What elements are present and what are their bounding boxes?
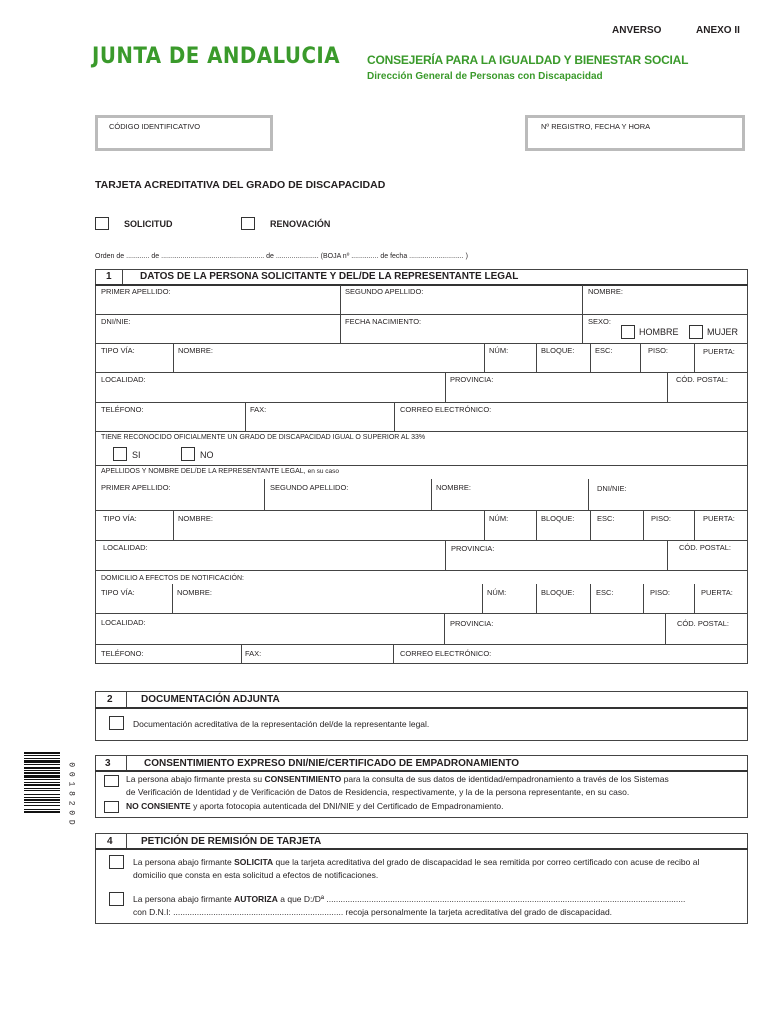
autoriza-line-2: con D.N.I: ........................................................................ recoja personalmente la tarjeta acreditativa del grado de discapacidad. bbox=[133, 907, 613, 917]
section-3-title: CONSENTIMIENTO EXPRESO DNI/NIE/CERTIFICADO DE EMPADRONAMIENTO bbox=[144, 758, 520, 769]
barcode-bar bbox=[24, 790, 60, 791]
rep-cod-postal-label: CÓD. POSTAL: bbox=[679, 543, 731, 552]
junta-logo: JUNTA DE ANDALUCIA bbox=[92, 44, 341, 69]
dom-esc-label: ESC: bbox=[596, 588, 614, 597]
dom-num-label: NÚM: bbox=[487, 588, 507, 597]
section-2-title: DOCUMENTACIÓN ADJUNTA bbox=[141, 694, 280, 705]
barcode-bar bbox=[24, 758, 60, 759]
dni-label: DNI/NIE: bbox=[101, 317, 131, 326]
barcode-bar bbox=[24, 788, 60, 789]
renovacion-label: RENOVACIÓN bbox=[270, 219, 331, 229]
barcode-bar bbox=[24, 767, 60, 769]
mujer-checkbox[interactable] bbox=[689, 325, 703, 339]
segundo-apellido-label: SEGUNDO APELLIDO: bbox=[345, 287, 424, 296]
consentimiento-line-1 bbox=[126, 773, 669, 786]
num-label: NÚM: bbox=[489, 346, 509, 355]
barcode-bar bbox=[24, 782, 60, 783]
si-checkbox[interactable] bbox=[113, 447, 127, 461]
barcode-bar bbox=[24, 760, 60, 763]
dom-correo-label: CORREO ELECTRÓNICO: bbox=[400, 649, 492, 658]
direccion-general: Dirección General de Personas con Discapacidad bbox=[367, 71, 603, 82]
barcode-bar bbox=[24, 802, 60, 803]
solicita-line-1 bbox=[133, 856, 699, 869]
autoriza-text-a: La persona abajo firmante bbox=[133, 894, 235, 904]
rep-localidad-label: LOCALIDAD: bbox=[103, 543, 148, 552]
section-2-number: 2 bbox=[107, 694, 113, 705]
autoriza-text-c: a que D:/Dª ........................................................................................................................................................ bbox=[277, 894, 686, 904]
provincia-label: PROVINCIA: bbox=[450, 375, 494, 384]
barcode-bar bbox=[24, 775, 60, 778]
cons-text-a: La persona abajo firmante presta su bbox=[126, 774, 265, 784]
hombre-checkbox[interactable] bbox=[621, 325, 635, 339]
telefono-label: TELÉFONO: bbox=[101, 405, 144, 414]
no-checkbox[interactable] bbox=[181, 447, 195, 461]
esc-label: ESC: bbox=[595, 346, 613, 355]
dom-puerta-label: PUERTA: bbox=[701, 588, 733, 597]
section-4-title: PETICIÓN DE REMISIÓN DE TARJETA bbox=[141, 836, 322, 847]
barcode-bar bbox=[24, 805, 60, 806]
rep-dni-label: DNI/NIE: bbox=[597, 484, 627, 493]
rep-tipo-via-label: TIPO VÍA: bbox=[103, 514, 137, 523]
dom-localidad-label: LOCALIDAD: bbox=[101, 618, 146, 627]
barcode-bar bbox=[24, 770, 60, 771]
solicita-text-a: La persona abajo firmante bbox=[133, 857, 235, 867]
registro-box bbox=[525, 115, 745, 151]
autoriza-checkbox[interactable] bbox=[109, 892, 124, 906]
autoriza-bold: AUTORIZA bbox=[234, 894, 278, 904]
solicita-checkbox[interactable] bbox=[109, 855, 124, 869]
documentacion-checkbox[interactable] bbox=[109, 716, 124, 730]
cod-postal-label: CÓD. POSTAL: bbox=[676, 375, 728, 384]
no-consiente-text: y aporta fotocopia autenticada del DNI/NIE y del Certificado de Empadronamiento. bbox=[190, 801, 504, 811]
consejeria-title: CONSEJERÍA PARA LA IGUALDAD Y BIENESTAR SOCIAL bbox=[367, 53, 689, 67]
form-title: TARJETA ACREDITATIVA DEL GRADO DE DISCAPACIDAD bbox=[95, 179, 386, 191]
orden-line: Orden de ............ de ..................................................... de ...................... (BOJA nº .............. de fecha ............................ ) bbox=[95, 253, 468, 260]
codigo-label: CÓDIGO IDENTIFICATIVO bbox=[109, 122, 201, 131]
rep-puerta-label: PUERTA: bbox=[703, 514, 735, 523]
localidad-label: LOCALIDAD: bbox=[101, 375, 146, 384]
hombre-label: HOMBRE bbox=[639, 327, 679, 337]
fecha-nacimiento-label: FECHA NACIMIENTO: bbox=[345, 317, 422, 326]
cons-text-bold: CONSENTIMIENTO bbox=[264, 774, 342, 784]
solicitud-checkbox[interactable] bbox=[95, 217, 109, 230]
section-1-number: 1 bbox=[106, 271, 112, 282]
section-3-number: 3 bbox=[105, 758, 111, 769]
consentimiento-line-2: de Verificación de Identidad y de Verificación de Datos de Residencia, respectivamente, y la de la persona representante, en su caso. bbox=[126, 787, 630, 797]
barcode-bar bbox=[24, 784, 60, 786]
rep-segundo-apellido-label: SEGUNDO APELLIDO: bbox=[270, 483, 349, 492]
mujer-label: MUJER bbox=[707, 327, 738, 337]
barcode-number-wrap bbox=[66, 752, 76, 834]
rep-heading bbox=[101, 468, 339, 475]
barcode-bar bbox=[24, 809, 60, 810]
correo-label: CORREO ELECTRÓNICO: bbox=[400, 405, 492, 414]
section-4-number: 4 bbox=[107, 836, 113, 847]
barcode-bar bbox=[24, 811, 60, 813]
barcode-bar bbox=[24, 772, 60, 774]
si-label: SI bbox=[132, 450, 141, 460]
domicilio-heading: DOMICILIO A EFECTOS DE NOTIFICACIÓN: bbox=[101, 575, 245, 582]
anverso-label: ANVERSO bbox=[612, 25, 662, 36]
dom-cod-postal-label: CÓD. POSTAL: bbox=[677, 619, 729, 628]
dom-provincia-label: PROVINCIA: bbox=[450, 619, 494, 628]
solicita-line-2: domicilio que consta en esta solicitud a efectos de notificaciones. bbox=[133, 870, 379, 880]
barcode-bar bbox=[24, 794, 60, 795]
no-consiente-checkbox[interactable] bbox=[104, 801, 119, 813]
bloque-label: BLOQUE: bbox=[541, 346, 575, 355]
barcode-bar bbox=[24, 797, 60, 798]
rep-num-label: NÚM: bbox=[489, 514, 509, 523]
barcode-number: 0 0 1 8 2 0 D bbox=[66, 761, 76, 825]
rep-via-nombre-label: NOMBRE: bbox=[178, 514, 214, 523]
barcode-bar bbox=[24, 779, 60, 780]
rep-nombre-label: NOMBRE: bbox=[436, 483, 472, 492]
barcode bbox=[24, 752, 60, 834]
rep-provincia-label: PROVINCIA: bbox=[451, 544, 495, 553]
solicitud-label: SOLICITUD bbox=[124, 219, 173, 229]
grado-label: TIENE RECONOCIDO OFICIALMENTE UN GRADO DE DISCAPACIDAD IGUAL O SUPERIOR AL 33% bbox=[101, 434, 426, 441]
dom-fax-label: FAX: bbox=[245, 649, 262, 658]
no-consiente-line bbox=[126, 800, 504, 813]
dom-piso-label: PISO: bbox=[650, 588, 671, 597]
consentimiento-checkbox[interactable] bbox=[104, 775, 119, 787]
section-1-title: DATOS DE LA PERSONA SOLICITANTE Y DEL/DE LA REPRESENTANTE LEGAL bbox=[140, 271, 519, 282]
cons-text-c: para la consulta de sus datos de identidad/empadronamiento a través de los Sistemas bbox=[341, 774, 669, 784]
codigo-box bbox=[95, 115, 273, 151]
registro-label: Nº REGISTRO, FECHA Y HORA bbox=[541, 122, 651, 131]
rep-esc-label: ESC: bbox=[597, 514, 615, 523]
dom-via-nombre-label: NOMBRE: bbox=[177, 588, 213, 597]
solicita-bold: SOLICITA bbox=[234, 857, 274, 867]
renovacion-checkbox[interactable] bbox=[241, 217, 255, 230]
rep-primer-apellido-label: PRIMER APELLIDO: bbox=[101, 483, 171, 492]
via-nombre-label: NOMBRE: bbox=[178, 346, 214, 355]
sexo-label: SEXO: bbox=[588, 317, 611, 326]
documentacion-text: Documentación acreditativa de la representación del/de la representante legal. bbox=[133, 719, 430, 729]
solicita-text-c: que la tarjeta acreditativa del grado de discapacidad le sea remitida por correo certificado con acuse de recibo al bbox=[273, 857, 700, 867]
primer-apellido-label: PRIMER APELLIDO: bbox=[101, 287, 171, 296]
barcode-bar bbox=[24, 764, 60, 765]
no-consiente-bold: NO CONSIENTE bbox=[126, 801, 191, 811]
barcode-bar bbox=[24, 799, 60, 801]
autoriza-line-1 bbox=[133, 893, 685, 906]
barcode-bars bbox=[24, 752, 60, 834]
no-label: NO bbox=[200, 450, 214, 460]
piso-label: PISO: bbox=[648, 346, 669, 355]
rep-heading-main: APELLIDOS Y NOMBRE DEL/DE LA REPRESENTANTE LEGAL, bbox=[101, 468, 306, 475]
anexo-label: ANEXO II bbox=[696, 25, 740, 36]
dom-bloque-label: BLOQUE: bbox=[541, 588, 575, 597]
nombre-label: NOMBRE: bbox=[588, 287, 624, 296]
dom-telefono-label: TELÉFONO: bbox=[101, 649, 144, 658]
rep-piso-label: PISO: bbox=[651, 514, 672, 523]
rep-bloque-label: BLOQUE: bbox=[541, 514, 575, 523]
tipo-via-label: TIPO VÍA: bbox=[101, 346, 135, 355]
barcode-bar bbox=[24, 752, 60, 754]
puerta-label: PUERTA: bbox=[703, 347, 735, 356]
fax-label: FAX: bbox=[250, 405, 267, 414]
barcode-bar bbox=[24, 755, 60, 756]
dom-tipo-via-label: TIPO VÍA: bbox=[101, 588, 135, 597]
rep-heading-small: en su caso bbox=[307, 468, 340, 475]
